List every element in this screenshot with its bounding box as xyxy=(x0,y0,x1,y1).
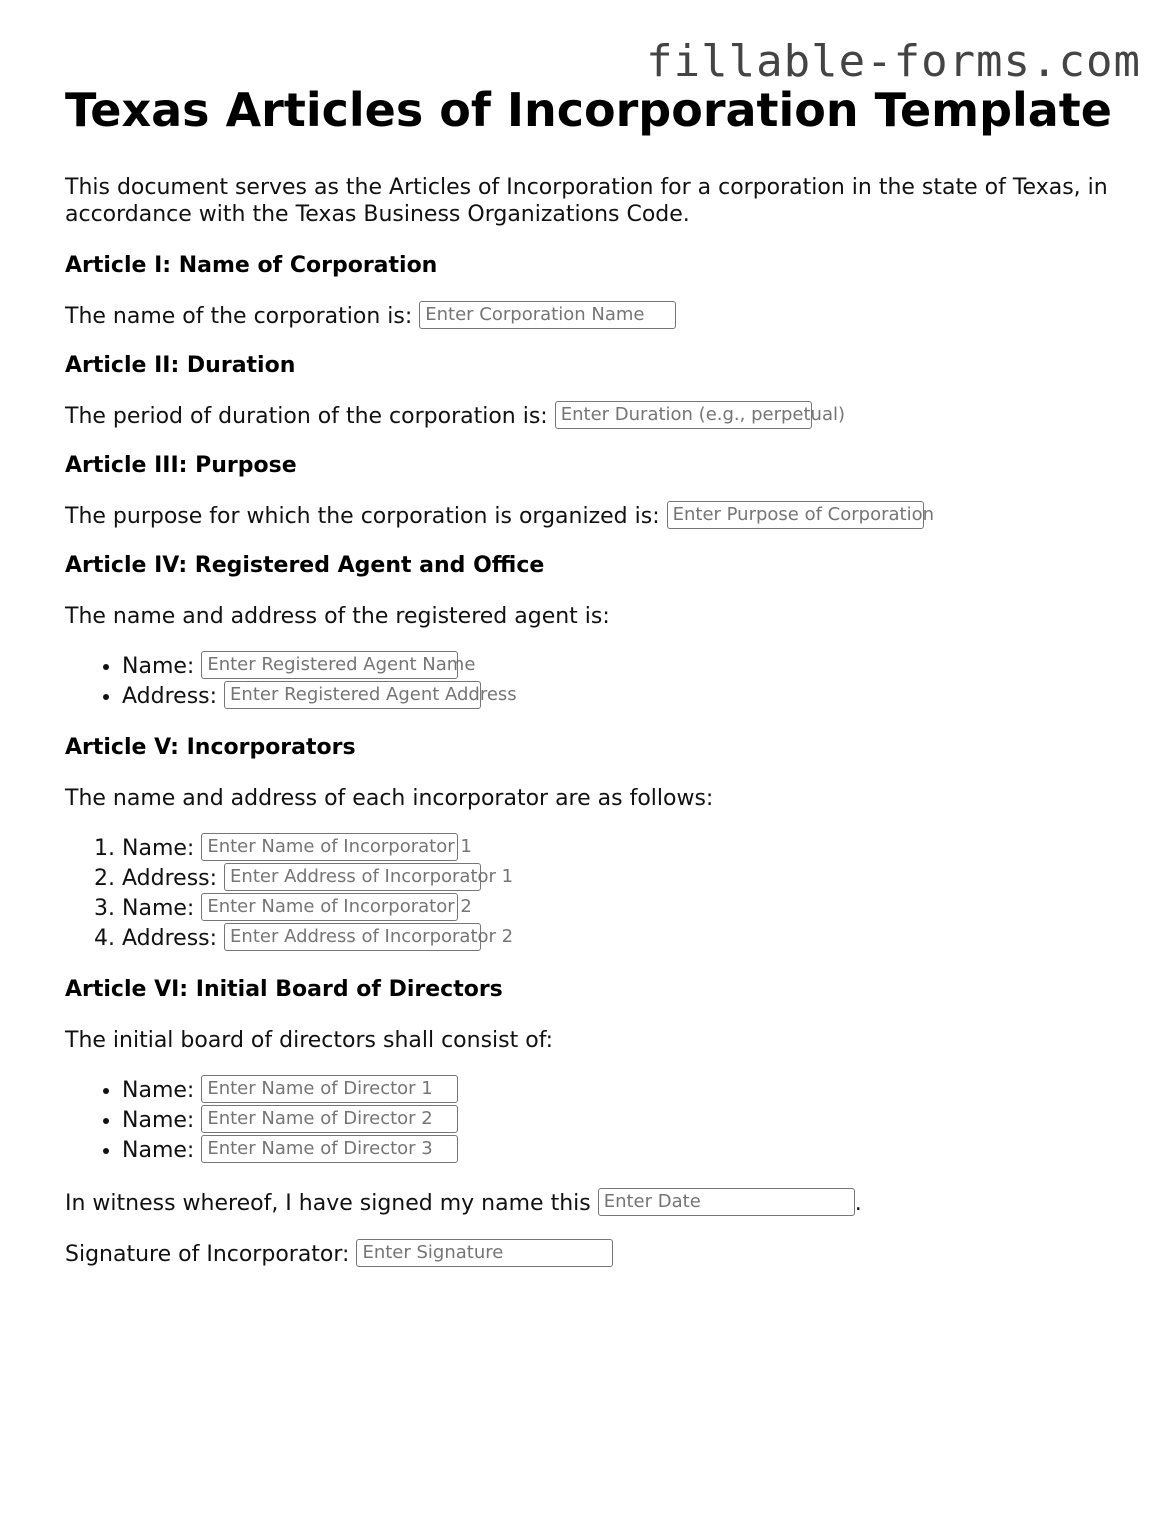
witness-end: . xyxy=(854,1191,862,1216)
watermark: fillable-forms.com xyxy=(646,36,1141,87)
item-label: Name: xyxy=(122,1078,195,1103)
directors-list xyxy=(65,1076,1125,1166)
list-item xyxy=(122,894,1125,924)
item-label: Name: xyxy=(122,654,195,679)
article-6-heading: Article VI: Initial Board of Directors xyxy=(65,977,503,1002)
article-1-text: The name of the corporation is: xyxy=(65,304,413,329)
witness-line xyxy=(65,1190,1125,1217)
list-item xyxy=(122,1106,1125,1136)
list-item xyxy=(122,924,1125,954)
duration-input[interactable]: Enter Duration (e.g., perpetual) xyxy=(555,401,812,429)
item-label: Address: xyxy=(122,926,218,951)
document-body xyxy=(65,80,1125,1268)
list-item xyxy=(122,864,1125,894)
article-5-text: The name and address of each incorporator are as follows: xyxy=(65,786,714,811)
incorporator-2-address-input[interactable]: Enter Address of Incorporator 2 xyxy=(224,923,481,951)
director-2-name-input[interactable]: Enter Name of Director 2 xyxy=(201,1105,458,1133)
director-1-name-input[interactable]: Enter Name of Director 1 xyxy=(201,1075,458,1103)
article-2-line xyxy=(65,403,1125,430)
item-label: Name: xyxy=(122,1138,195,1163)
incorporators-list xyxy=(65,834,1125,954)
item-label: Name: xyxy=(122,1108,195,1133)
item-label: Address: xyxy=(122,866,218,891)
signature-line xyxy=(65,1241,1125,1268)
registered-agent-list xyxy=(65,652,1125,712)
article-4-heading: Article IV: Registered Agent and Office xyxy=(65,553,545,578)
page-title: Texas Articles of Incorporation Template xyxy=(65,83,1112,137)
date-input[interactable]: Enter Date xyxy=(598,1188,855,1216)
item-label: Address: xyxy=(122,684,218,709)
article-4-text: The name and address of the registered agent is: xyxy=(65,604,610,629)
list-item xyxy=(122,682,1125,712)
item-label: Name: xyxy=(122,896,195,921)
article-1-heading: Article I: Name of Corporation xyxy=(65,253,438,278)
list-item xyxy=(122,1076,1125,1106)
article-2-heading: Article II: Duration xyxy=(65,353,296,378)
article-6-text: The initial board of directors shall consist of: xyxy=(65,1028,554,1053)
list-item xyxy=(122,652,1125,682)
purpose-input[interactable]: Enter Purpose of Corporation xyxy=(667,501,924,529)
intro-paragraph: This document serves as the Articles of Incorporation for a corporation in the state of Texas, in accordance with the Texas Business Organizations Code. xyxy=(65,175,1108,227)
article-1-line xyxy=(65,303,1125,330)
item-label: Name: xyxy=(122,836,195,861)
article-5-heading: Article V: Incorporators xyxy=(65,735,356,760)
registered-agent-address-input[interactable]: Enter Registered Agent Address xyxy=(224,681,481,709)
incorporator-2-name-input[interactable]: Enter Name of Incorporator 2 xyxy=(201,893,458,921)
corporation-name-input[interactable]: Enter Corporation Name xyxy=(419,301,676,329)
director-3-name-input[interactable]: Enter Name of Director 3 xyxy=(201,1135,458,1163)
article-3-text: The purpose for which the corporation is organized is: xyxy=(65,504,660,529)
article-3-line xyxy=(65,503,1125,530)
witness-text: In witness whereof, I have signed my name this xyxy=(65,1191,591,1216)
list-item xyxy=(122,834,1125,864)
signature-label: Signature of Incorporator: xyxy=(65,1242,350,1267)
signature-input[interactable]: Enter Signature xyxy=(356,1239,613,1267)
registered-agent-name-input[interactable]: Enter Registered Agent Name xyxy=(201,651,458,679)
article-2-text: The period of duration of the corporation is: xyxy=(65,404,548,429)
list-item xyxy=(122,1136,1125,1166)
incorporator-1-name-input[interactable]: Enter Name of Incorporator 1 xyxy=(201,833,458,861)
article-3-heading: Article III: Purpose xyxy=(65,453,297,478)
incorporator-1-address-input[interactable]: Enter Address of Incorporator 1 xyxy=(224,863,481,891)
